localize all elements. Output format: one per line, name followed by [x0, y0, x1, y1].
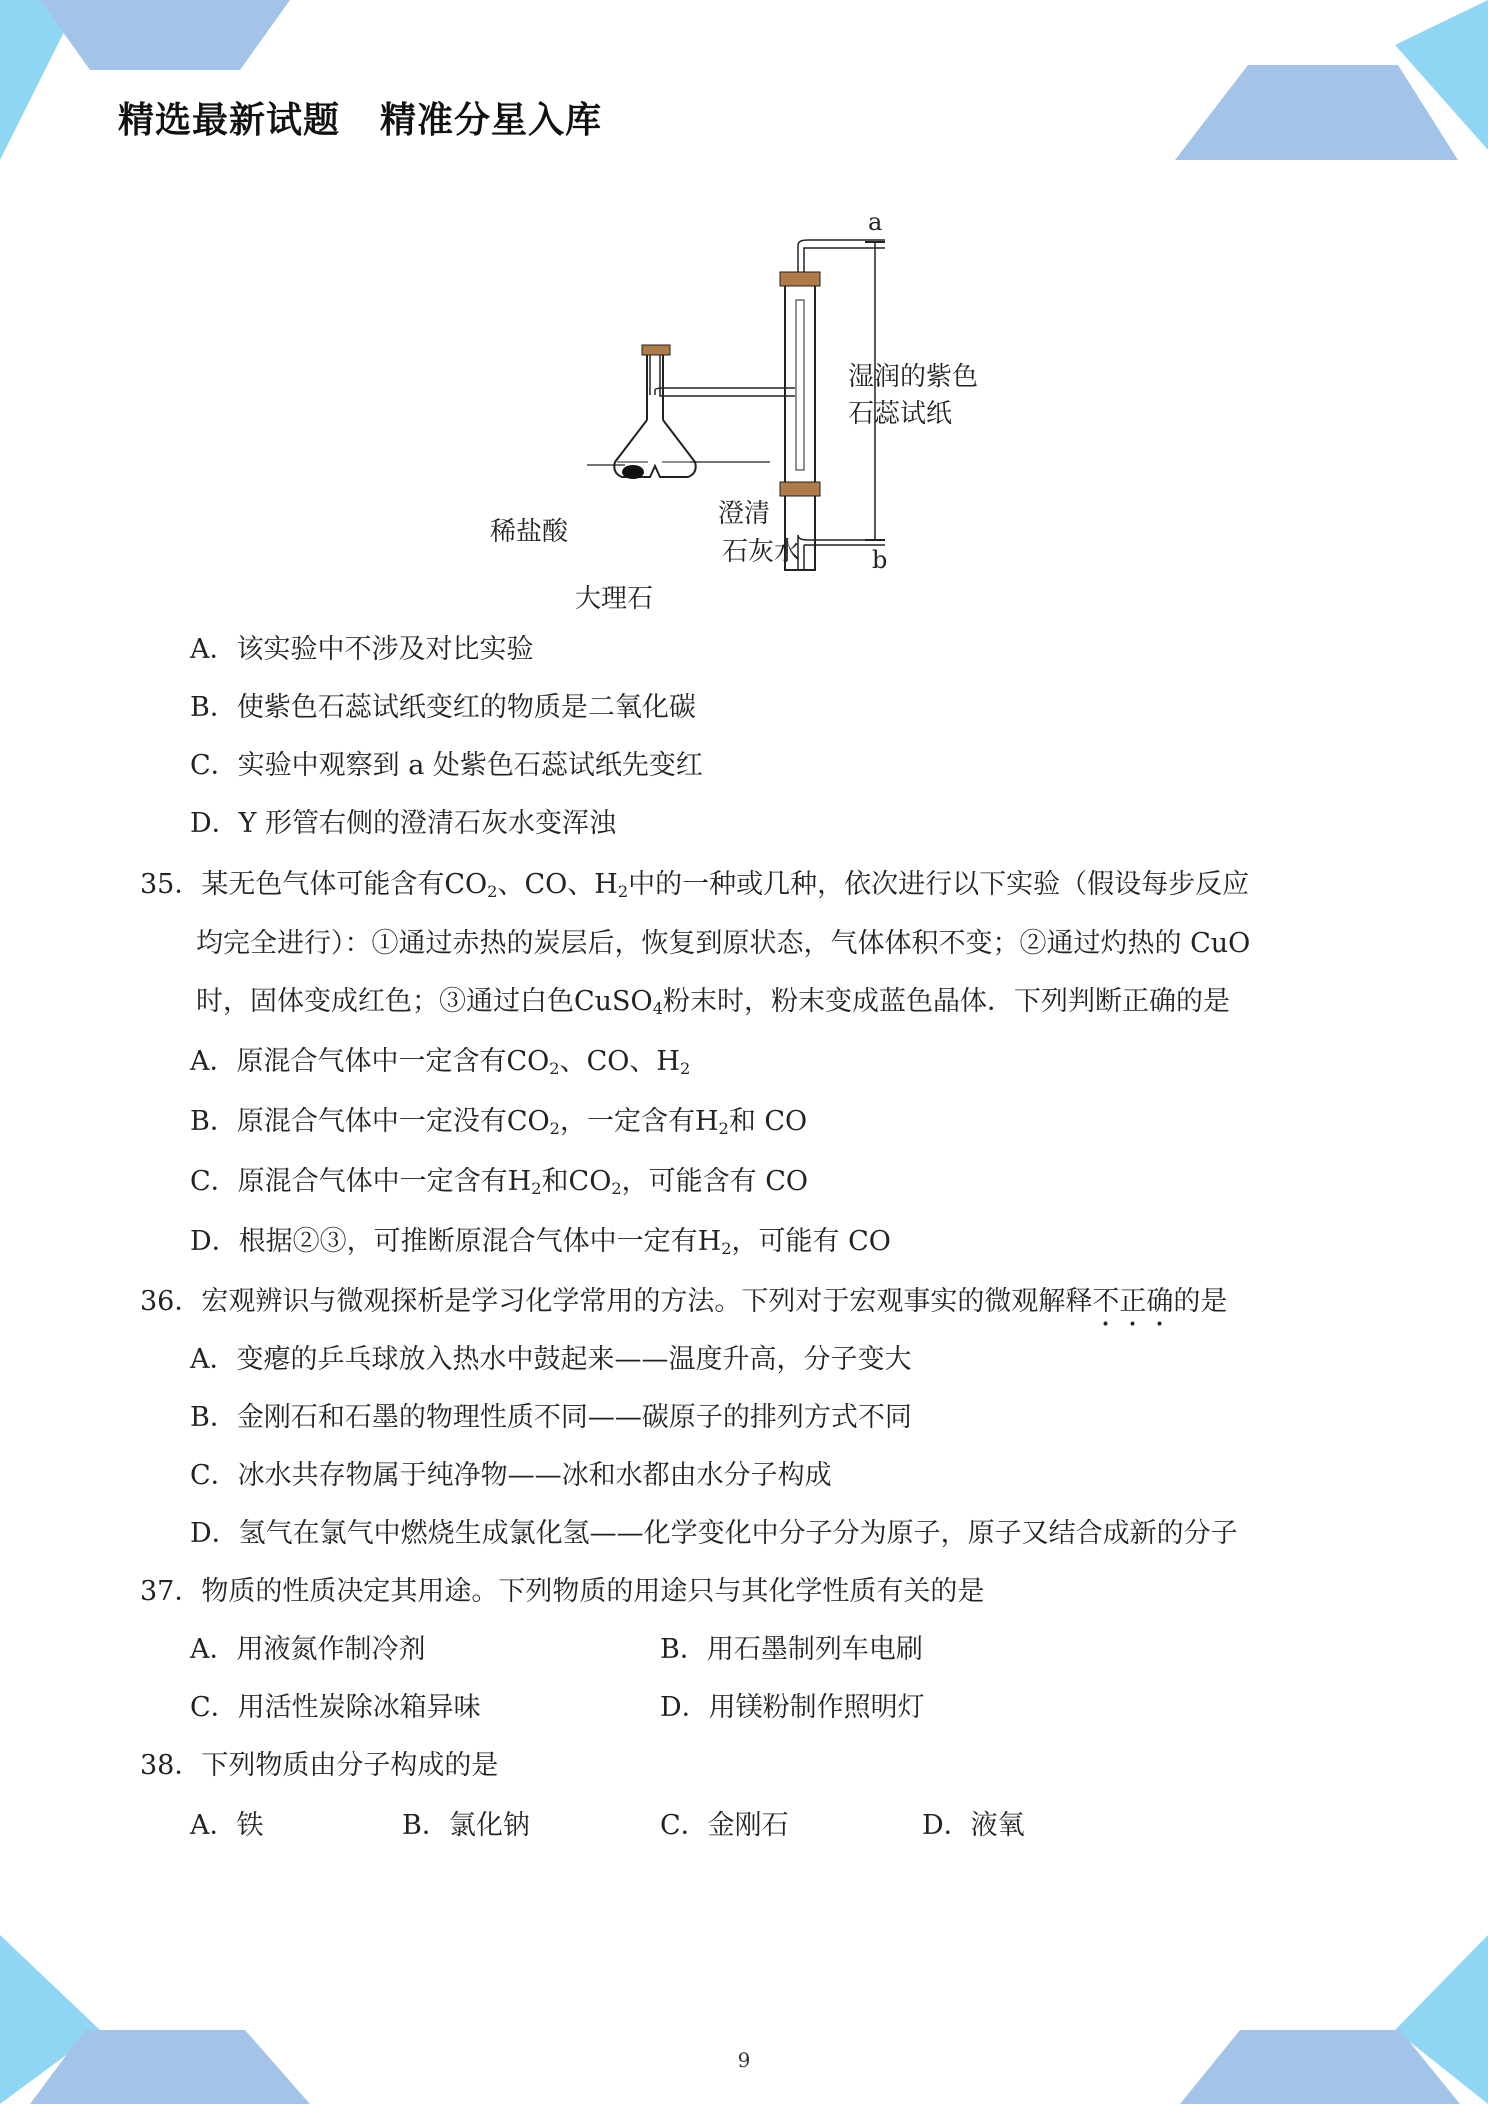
header-title-2: 精准分星入库: [380, 100, 603, 141]
q34-option-c: C．实验中观察到 a 处紫色石蕊试纸先变红: [190, 750, 703, 781]
column-top-stopper: [780, 272, 820, 286]
q35-option-c: C．原混合气体中一定含有$H_2$和$CO_2$，可能含有 CO: [190, 1166, 809, 1199]
q38-option-c: C．金刚石: [660, 1810, 789, 1841]
page-header: [118, 92, 602, 143]
label-a: a: [868, 208, 883, 236]
q37-option-b: B．用石墨制列车电刷: [660, 1634, 923, 1665]
q34-option-b: B．使紫色石蕊试纸变红的物质是二氧化碳: [190, 692, 696, 723]
q34-option-a: A．该实验中不涉及对比实验: [190, 634, 534, 665]
q38-stem: 38．下列物质由分子构成的是: [140, 1750, 499, 1781]
marble-lump: [622, 465, 644, 479]
label-limewater-2: 石灰水: [722, 537, 801, 567]
q35-option-d: D．根据②③，可推断原混合气体中一定有$H_2$，可能有 CO: [190, 1226, 891, 1259]
q35-stem-line2: 均完全进行）：①通过赤热的炭层后，恢复到原状态，气体体积不变；②通过灼热的 CuO: [196, 928, 1251, 959]
top-left-trapezoid: [40, 0, 290, 70]
q35-option-a: A．原混合气体中一定含有$CO_2$、CO、$H_2$: [190, 1046, 691, 1079]
q38-option-a: A．铁: [190, 1810, 264, 1841]
emphasis-not-correct: 不正确: [1092, 1286, 1174, 1317]
q37-stem: 37．物质的性质决定其用途。下列物质的用途只与其化学性质有关的是: [140, 1576, 985, 1607]
q35-stem-line1: 35．某无色气体可能含有$CO_2$、CO、$H_2$中的一种或几种，依次进行以下实验（假设每步反应: [140, 869, 1250, 902]
q36-stem: 36．宏观辨识与微观探析是学习化学常用的方法。下列对于宏观事实的微观解释不正确的是: [140, 1286, 1228, 1317]
horizontal-tube: [655, 388, 795, 396]
q34-option-d: D．Y 形管右侧的澄清石灰水变浑浊: [190, 808, 617, 839]
q35-option-b: B．原混合气体中一定没有$CO_2$，一定含有$H_2$和 CO: [190, 1106, 808, 1139]
label-limewater-1: 澄清: [718, 499, 771, 529]
label-acid: 稀盐酸: [490, 517, 569, 547]
q36-option-c: C．冰水共存物属于纯净物——冰和水都由水分子构成: [190, 1460, 832, 1491]
label-paper-2: 石蕊试纸: [848, 399, 953, 429]
q36-option-a: A．变瘪的乒乓球放入热水中鼓起来——温度升高，分子变大: [190, 1344, 912, 1375]
column-bottom-stopper: [780, 482, 820, 496]
top-right-trapezoid: [1175, 65, 1458, 160]
y-tube: [614, 350, 695, 477]
q35-stem-line3: 时，固体变成红色；③通过白色CuSO$_4$粉末时，粉末变成蓝色晶体．下列判断正确的是: [196, 986, 1230, 1019]
litmus-paper-strip: [796, 300, 804, 470]
y-tube-stopper: [642, 345, 670, 355]
q36-option-b: B．金刚石和石墨的物理性质不同——碳原子的排列方式不同: [190, 1402, 912, 1433]
page-number: 9: [737, 2048, 751, 2072]
label-paper-1: 湿润的紫色: [848, 362, 979, 392]
q37-option-d: D．用镁粉制作照明灯: [660, 1692, 925, 1723]
q37-option-c: C．用活性炭除冰箱异味: [190, 1692, 481, 1723]
q36-option-d: D．氢气在氯气中燃烧生成氯化氢——化学变化中分子分为原子，原子又结合成新的分子: [190, 1518, 1238, 1549]
header-title-1: 精选最新试题: [118, 100, 341, 141]
q38-option-b: B．氯化钠: [402, 1810, 530, 1841]
q37-option-a: A．用液氮作制冷剂: [190, 1634, 426, 1665]
apparatus-figure: [480, 200, 1040, 620]
label-b: b: [872, 546, 888, 574]
label-marble: 大理石: [575, 584, 654, 614]
q38-option-d: D．液氧: [922, 1810, 1025, 1841]
